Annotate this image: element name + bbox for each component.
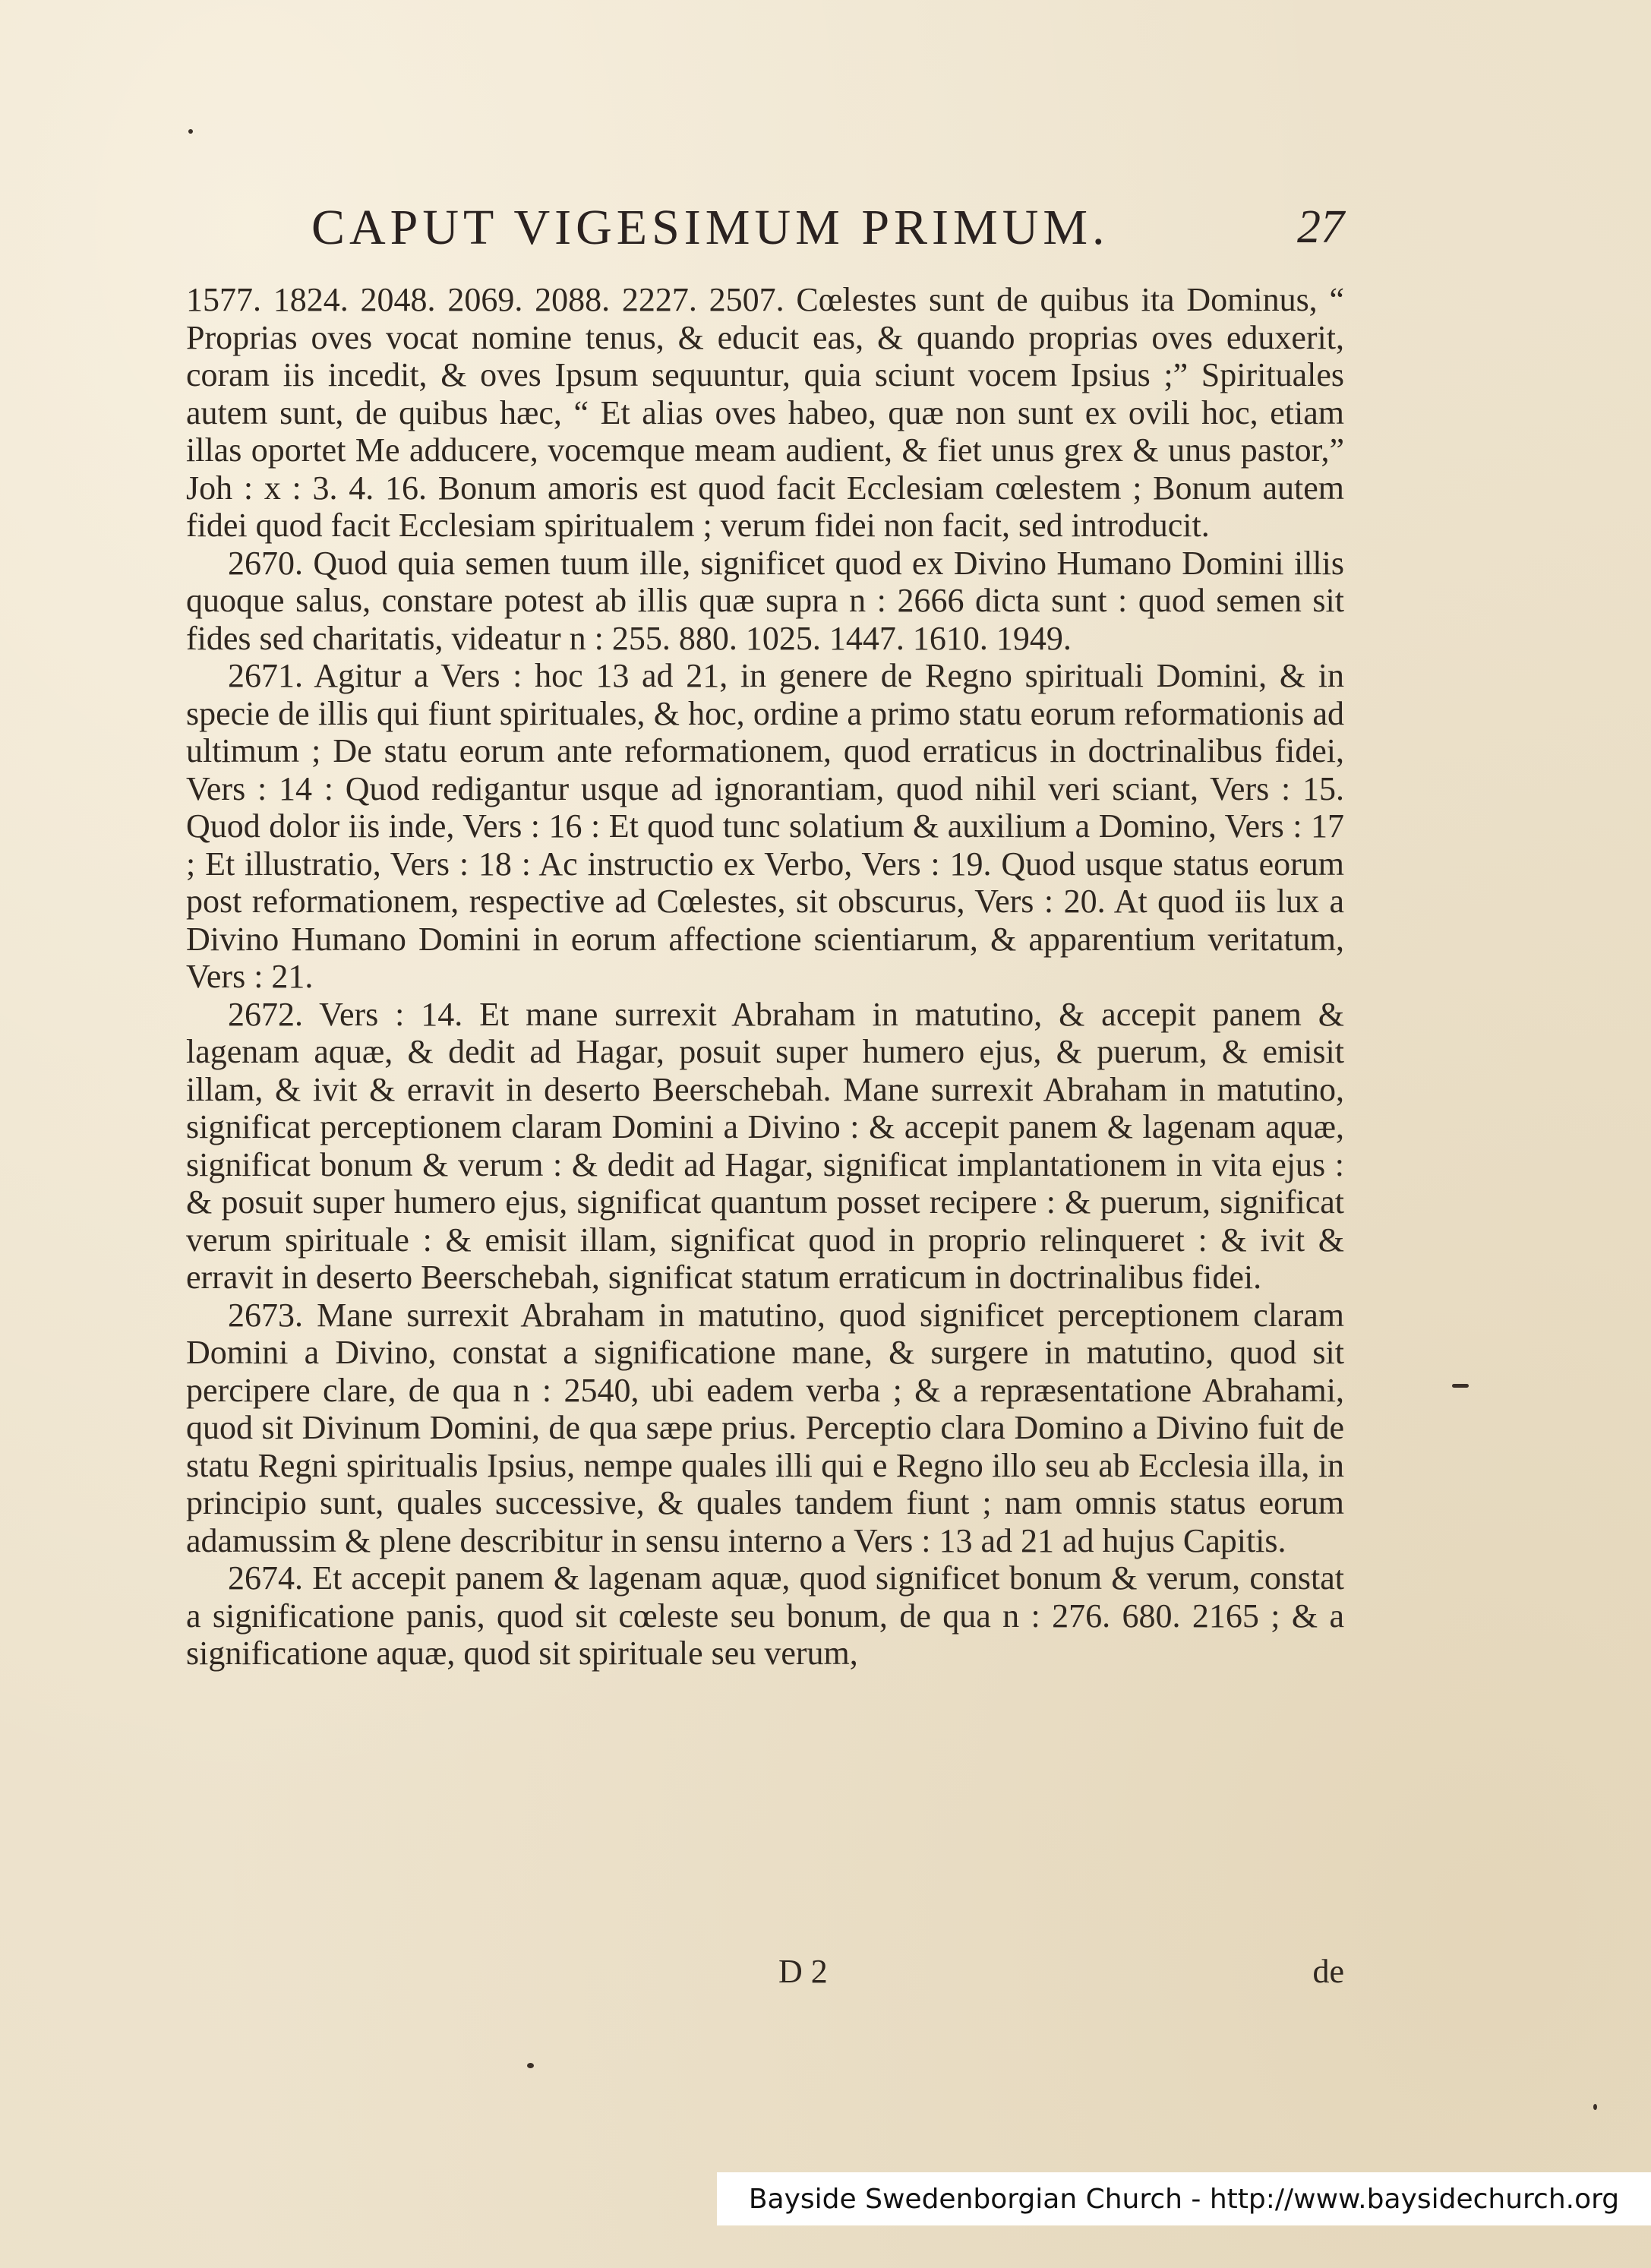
paper-speck [1452, 1384, 1469, 1388]
signature-mark: D 2 [778, 1953, 828, 1990]
paper-speck [188, 129, 193, 134]
paragraph-2672: 2672. Vers : 14. Et mane surrexit Abraham in matutino, & accepit panem & lagenam aquæ, & dedit ad Hagar, posuit super humero ejus, & puerum, & emisit illam, & ivit & erravit in deserto Beerschebah. Mane surrexit Abraham in matutino, significat perceptionem claram Domini a Divino : & accepit panem & lagenam aquæ, significat bonum & verum : & dedit ad Hagar, significat implantationem in vita ejus : & posuit super humero ejus, significat quantum posset recipere : & puerum, significat verum spirituale : & emisit illam, significat quod in proprio relinqueret : & ivit & erravit in deserto Beerschebah, significat statum erraticum in doctrinalibus fidei. [186, 995, 1344, 1296]
paragraph-2673: 2673. Mane surrexit Abraham in matutino, quod significet perceptionem claram Domini a Divino, constat a significatione mane, & surgere in matutino, quod sit percipere clare, de qua n : 2540, ubi eadem verba ; & a repræsentatione Abrahami, quod sit Divinum Domini, de qua sæpe prius. Perceptio clara Domino a Divino fuit de statu Regni spiritualis Ipsius, nempe quales illi qui e Regno illo seu ab Ecclesia illa, in principio sunt, quales successive, & quales tandem fiunt ; nam omnis status eorum adamussim & plene describitur in sensu interno a Vers : 13 ad 21 ad hujus Capitis. [186, 1296, 1344, 1559]
paragraph-2671: 2671. Agitur a Vers : hoc 13 ad 21, in genere de Regno spirituali Domini, & in specie de illis qui fiunt spirituales, & hoc, ordine a primo statu eorum reformationis ad ultimum ; De statu eorum ante reformationem, quod erraticus in doctrinalibus fidei, Vers : 14 : Quod redigantur usque ad ignorantiam, quod nihil veri sciant, Vers : 15. Quod dolor iis inde, Vers : 16 : Et quod tunc solatium & auxilium a Domino, Vers : 17 ; Et illustratio, Vers : 18 : Ac instructio ex Verbo, Vers : 19. Quod usque status eorum post reformationem, respective ad Cœlestes, sit obscurus, Vers : 20. At quod iis lux a Divino Humano Domini in eorum affectione scientiarum, & apparentium veritatum, Vers : 21. [186, 657, 1344, 995]
paragraph-2674: 2674. Et accepit panem & lagenam aquæ, quod significet bonum & verum, constat a significatione panis, quod sit cœleste seu bonum, de qua n : 276. 680. 2165 ; & a significatione aquæ, quod sit spirituale seu verum, [186, 1559, 1344, 1672]
catchword: de [1312, 1953, 1344, 1990]
running-title: CAPUT VIGESIMUM PRIMUM. [311, 200, 1110, 255]
paper-speck [1593, 2104, 1597, 2110]
website-watermark: Bayside Swedenborgian Church - http://www.baysidechurch.org [717, 2172, 1651, 2225]
paragraph-2670: 2670. Quod quia semen tuum ille, significet quod ex Divino Humano Domini illis quoque salus, constare potest ab illis quæ supra n : 2666 dicta sunt : quod semen sit fides sed charitatis, videatur n : 255. 880. 1025. 1447. 1610. 1949. [186, 544, 1344, 657]
paper-speck [527, 2063, 534, 2068]
page-number: 27 [1297, 201, 1344, 253]
paragraph-continuation: 1577. 1824. 2048. 2069. 2088. 2227. 2507. Cœlestes sunt de quibus ita Dominus, “ Proprias oves vocat nomine tenus, & educit eas, & quando proprias oves eduxerit, coram iis incedit, & oves Ipsum sequuntur, quia sciunt vocem Ipsius ;” Spirituales autem sunt, de quibus hæc, “ Et alias oves habeo, quæ non sunt ex ovili hoc, etiam illas oportet Me adducere, vocemque meam audient, & fiet unus grex & unus pastor,” Joh : x : 3. 4. 16. Bonum amoris est quod facit Ecclesiam cœlestem ; Bonum autem fidei quod facit Ecclesiam spiritualem ; verum fidei non facit, sed introducit. [186, 281, 1344, 544]
body-text [186, 281, 1344, 1673]
page-header [311, 199, 1344, 260]
page-footer [186, 1952, 1344, 1998]
